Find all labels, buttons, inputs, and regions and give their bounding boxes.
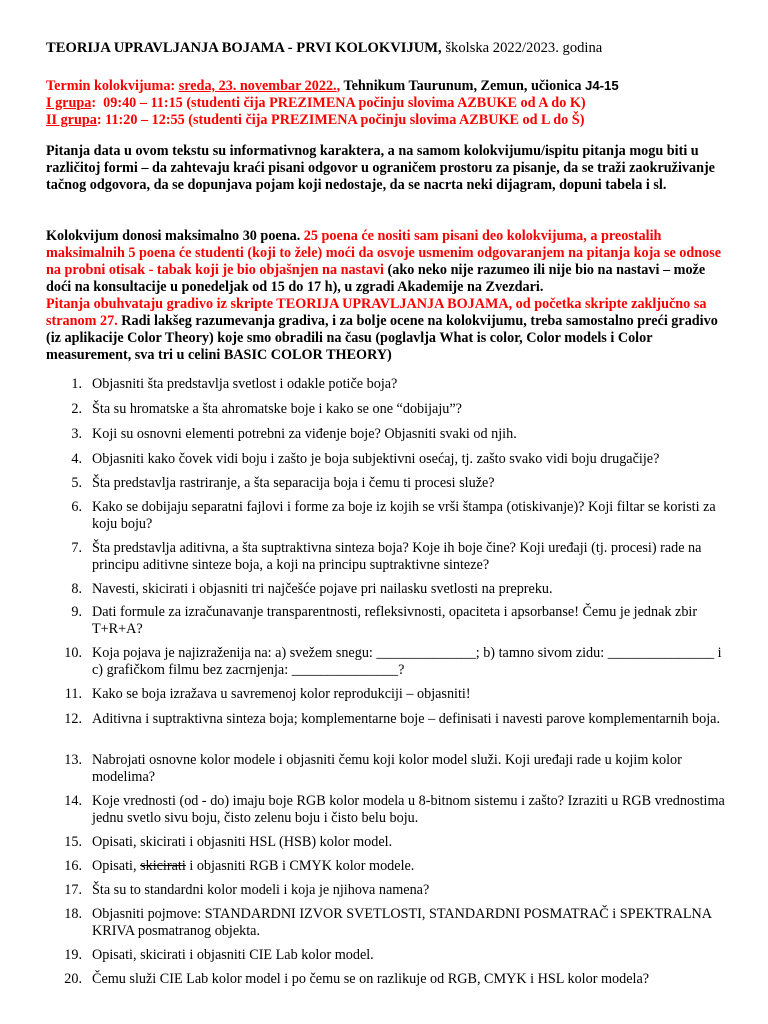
points-breakdown: 25 poena će nositi sam pisani deo kolokvijuma, a preostalih maksimalnih 5 poena će studenti (koji to žele) moći da osvoje usmenim odgovaranjem na pitanja koja se odnose na probni otisak - tabak koji je bio objašnjen na nastavi: [46, 228, 722, 278]
question-text: Aditivna i suptraktivna sinteza boja; komplementarne boje – definisati i navesti parove komplementarnih boja.: [92, 711, 721, 727]
term-room: J4-15: [585, 78, 619, 93]
question-number: 18.: [64, 906, 82, 922]
group-2-text: 11:20 – 12:55 (studenti čija PREZIMENA počinju slovima AZBUKE od L do Š): [101, 112, 585, 128]
question-text: Opisati, skicirati i objasniti HSL (HSB) kolor model.: [92, 834, 393, 850]
term-date: sreda, 23. novembar 2022.: [178, 78, 337, 94]
question-text: Koja pojava je najizraženija na: a) svežem snegu: ______________; b) tamno sivom zidu: _______________ i c) grafičkom filmu bez zacrnjenja: _______________?: [92, 645, 722, 678]
question-text: Objasniti šta predstavlja svetlost i odakle potiče boja?: [92, 376, 398, 392]
question-number: 9.: [71, 604, 82, 620]
points-max: Kolokvijum donosi maksimalno 30 poena.: [46, 228, 304, 244]
term-sep: ,: [336, 78, 344, 94]
question-text: Šta predstavlja aditivna, a šta suptraktivna sinteza boja? Koje ih boje čine? Koji uređaji (tj. procesi) rade na principu aditivne sinteze boja, a koji na principu suptraktivne sinteze?: [92, 540, 702, 573]
group-1-label: I grupa: [46, 95, 92, 111]
title-school-year: školska 2022/2023. godina: [441, 40, 603, 56]
question-text: Objasniti kako čovek vidi boju i zašto je boja subjektivni osećaj, tj. zašto svako vidi boju drugačije?: [92, 451, 660, 467]
question-text: Objasniti pojmove: STANDARDNI IZVOR SVETLOSTI, STANDARDNI POSMATRAČ i SPEKTRALNA KRIVA posmatranog objekta.: [92, 906, 712, 939]
question-number: 19.: [64, 947, 82, 963]
question-text: Kako se boja izražava u savremenoj kolor reprodukciji – objasniti!: [92, 686, 471, 702]
question-number: 3.: [71, 426, 82, 442]
group-2-label: II grupa: [46, 112, 97, 128]
question-number: 6.: [71, 499, 82, 515]
question-text: Navesti, skicirati i objasniti tri najčešće pojave pri nailasku svetlosti na prepreku.: [92, 581, 553, 597]
question-text: Šta su to standardni kolor modeli i koja je njihova namena?: [92, 882, 430, 898]
question-16-part-a: Opisati,: [92, 858, 141, 874]
question-number: 4.: [71, 451, 82, 467]
intro-paragraph-points: [46, 228, 722, 296]
title-bold: TEORIJA UPRAVLJANJA BOJAMA - PRVI KOLOKVIJUM,: [46, 40, 442, 56]
scope-source: Pitanja obuhvataju gradivo iz skripte TEORIJA UPRAVLJANJA BOJAMA, od početka skripte zaključno sa stranom 27.: [46, 296, 707, 329]
question-number: 14.: [64, 793, 82, 809]
question-text: Čemu služi CIE Lab kolor model i po čemu se on razlikuje od RGB, CMYK i HSL kolor modela?: [92, 971, 650, 987]
scope-self-study: Radi lakšeg razumevanja gradiva, i za bolje ocene na kolokvijumu, treba samostalno preći gradivo (iz aplikacije Color Theory) koje smo obradili na času (poglavlja What is color, Color models i Color measurement, sva tri u celini BASIC COLOR THEORY): [46, 313, 718, 363]
intro-paragraph-format: Pitanja data u ovom tekstu su informativnog karaktera, a na samom kolokvijumu/ispitu pitanja mogu biti u različitoj formi – da zahtevaju kraći pisani odgovor u ograničem prostoru za pisanje, da se traži zaokruživanje tačnog odgovora, da se dopunjava pojam koji nedostaje, da se nacrta neki dijagram, dopuni tabela i sl.: [46, 143, 715, 193]
question-number: 12.: [64, 711, 82, 727]
question-text: [92, 858, 732, 875]
group-2-colon: :: [96, 112, 102, 128]
points-consultation: (ako neko nije razumeo ili nije bio na nastavi – može doći na konsultacije u ponedeljak od 15 do 17 h), u zgradi Akademije na Zvezdari.: [46, 262, 706, 295]
scope-paragraph: [46, 296, 722, 364]
question-number: 8.: [71, 581, 82, 597]
group-2-line: [46, 112, 722, 129]
question-16-struck-word: skicirati: [140, 858, 186, 874]
question-number: 13.: [64, 752, 82, 768]
group-1-line: [46, 95, 722, 112]
question-number: 17.: [64, 882, 82, 898]
exam-schedule: [46, 77, 722, 129]
question-text: Koji su osnovni elementi potrebni za viđenje boje? Objasniti svaki od njih.: [92, 426, 517, 442]
document-title: [46, 40, 602, 57]
term-place: Tehnikum Taurunum, Zemun, učionica: [343, 78, 585, 94]
question-text: Opisati, skicirati i objasniti CIE Lab kolor model.: [92, 947, 374, 963]
question-text: Kako se dobijaju separatni fajlovi i forme za boje iz kojih se vrši štampa (otiskivanje)? Koji filtar se koristi za koju boju?: [92, 499, 716, 532]
question-16-part-b: i objasniti RGB i CMYK kolor modele.: [185, 858, 415, 874]
question-number: 15.: [64, 834, 82, 850]
term-line: [46, 77, 722, 95]
group-1-text: 09:40 – 11:15 (studenti čija PREZIMENA počinju slovima AZBUKE od A do K): [96, 95, 586, 111]
question-text: Koje vrednosti (od - do) imaju boje RGB kolor modela u 8-bitnom sistemu i zašto? Izraziti u RGB vrednostima jednu svetlo sivu boju, čisto zelenu boju i čisto belu boju.: [92, 793, 725, 826]
question-number: 20.: [64, 971, 82, 987]
question-number: 10.: [64, 645, 82, 661]
question-text: Šta predstavlja rastriranje, a šta separacija boja i čemu ti procesi služe?: [92, 475, 495, 491]
term-label: Termin kolokvijuma:: [46, 78, 179, 94]
question-number: 2.: [71, 401, 82, 417]
question-number: 11.: [64, 686, 82, 702]
group-1-colon: :: [91, 95, 97, 111]
question-number: 5.: [71, 475, 82, 491]
question-number: 7.: [71, 540, 82, 556]
question-number: 16.: [64, 858, 82, 874]
question-text: Nabrojati osnovne kolor modele i objasniti čemu koji kolor model služi. Koji uređaji rade u kojim kolor modelima?: [92, 752, 682, 785]
question-text: Šta su hromatske a šta ahromatske boje i kako se one “dobijaju”?: [92, 401, 462, 417]
question-text: Dati formule za izračunavanje transparentnosti, refleksivnosti, opaciteta i apsorbanse! Čemu je jednak zbir T+R+A?: [92, 604, 698, 637]
question-number: 1.: [71, 376, 82, 392]
